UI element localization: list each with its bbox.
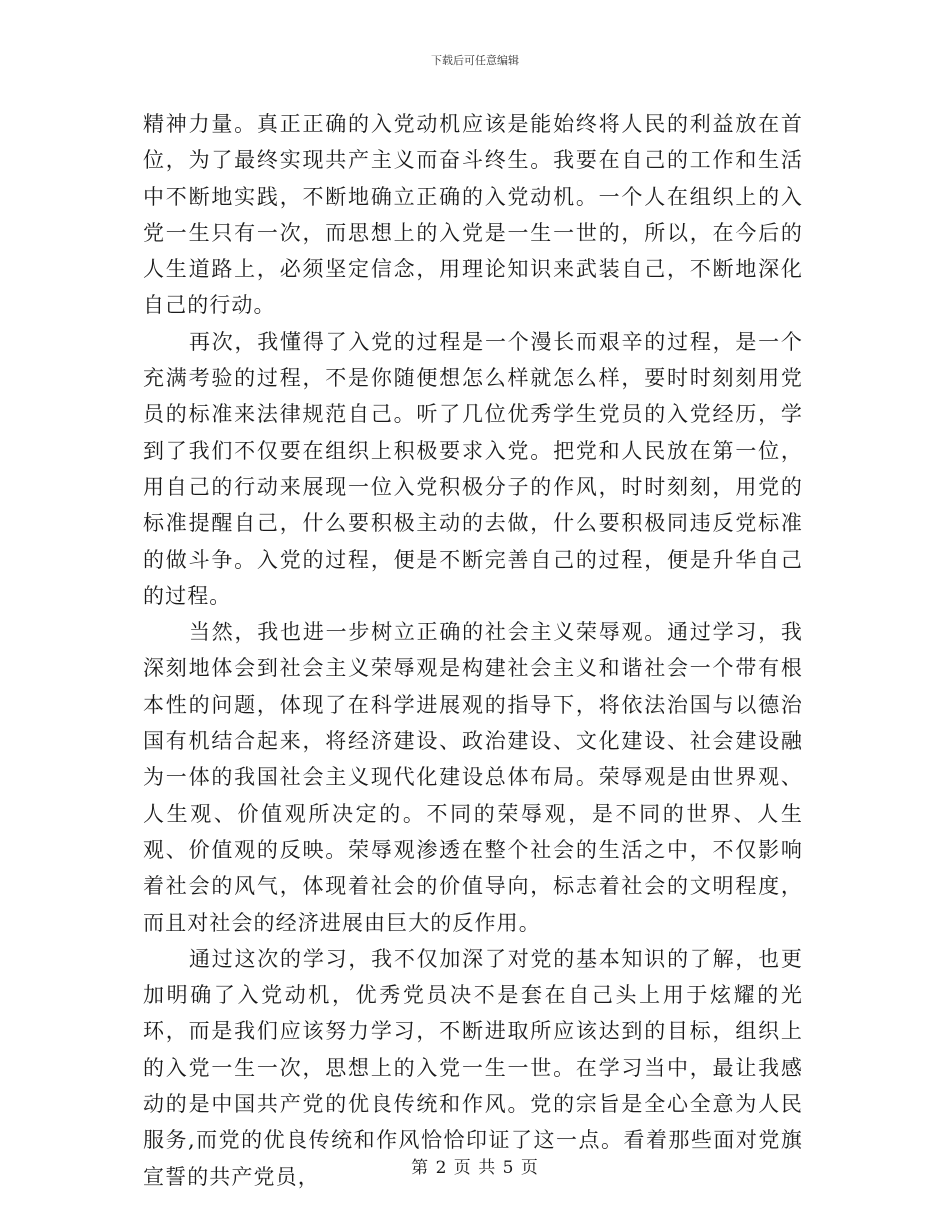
paragraph-party-process: 再次，我懂得了入党的过程是一个漫长而艰辛的过程，是一个充满考验的过程，不是你随便想怎么样就怎么样，要时时刻刻用党员的标准来法律规范自己。听了几位优秀学生党员的入党经历，学到了我们不仅要在组织上积极要求入党。把党和人民放在第一位，用自己的行动来展现一位入党积极分子的作风，时时刻刻，用党的标准提醒自己，什么要积极主动的去做，什么要积极同违反党标准的做斗争。入党的过程，便是不断完善自己的过程，便是升华自己的过程。 [143,329,803,608]
document-body [143,106,803,1195]
page-number-footer: 第 2 页 共 5 页 [411,1158,539,1178]
paragraph-continuation: 精神力量。真正正确的入党动机应该是能始终将人民的利益放在首位，为了最终实现共产主义而奋斗终生。我要在自己的工作和生活中不断地实践，不断地确立正确的入党动机。一个人在组织上的入党一生只有一次，而思想上的入党是一生一世的，所以，在今后的人生道路上，必须坚定信念，用理论知识来武装自己，不断地深化自己的行动。 [143,112,803,318]
paragraph-honor-view: 当然，我也进一步树立正确的社会主义荣辱观。通过学习，我深刻地体会到社会主义荣辱观是构建社会主义和谐社会一个带有根本性的问题，体现了在科学进展观的指导下，将依法治国与以德治国有机结合起来，将经济建设、政治建设、文化建设、社会建设融为一体的我国社会主义现代化建设总体布局。荣辱观是由世界观、人生观、价值观所决定的。不同的荣辱观，是不同的世界、人生观、价值观的反映。荣辱观渗透在整个社会的生活之中，不仅影响着社会的风气，体现着社会的价值导向，标志着社会的文明程度，而且对社会的经济进展由巨大的反作用。 [143,620,803,935]
download-note-header: 下载后可任意编辑 [431,54,519,67]
paragraph-study-summary: 通过这次的学习，我不仅加深了对党的基本知识的了解，也更加明确了入党动机，优秀党员决不是套在自己头上用于炫耀的光环，而是我们应该努力学习，不断进取所应该达到的目标，组织上的入党一生一次，思想上的入党一生一世。在学习当中，最让我感动的是中国共产党的优良传统和作风。党的宗旨是全心全意为人民服务,而党的优良传统和作风恰恰印证了这一点。看着那些面对党旗宣誓的共产党员， [143,946,803,1189]
